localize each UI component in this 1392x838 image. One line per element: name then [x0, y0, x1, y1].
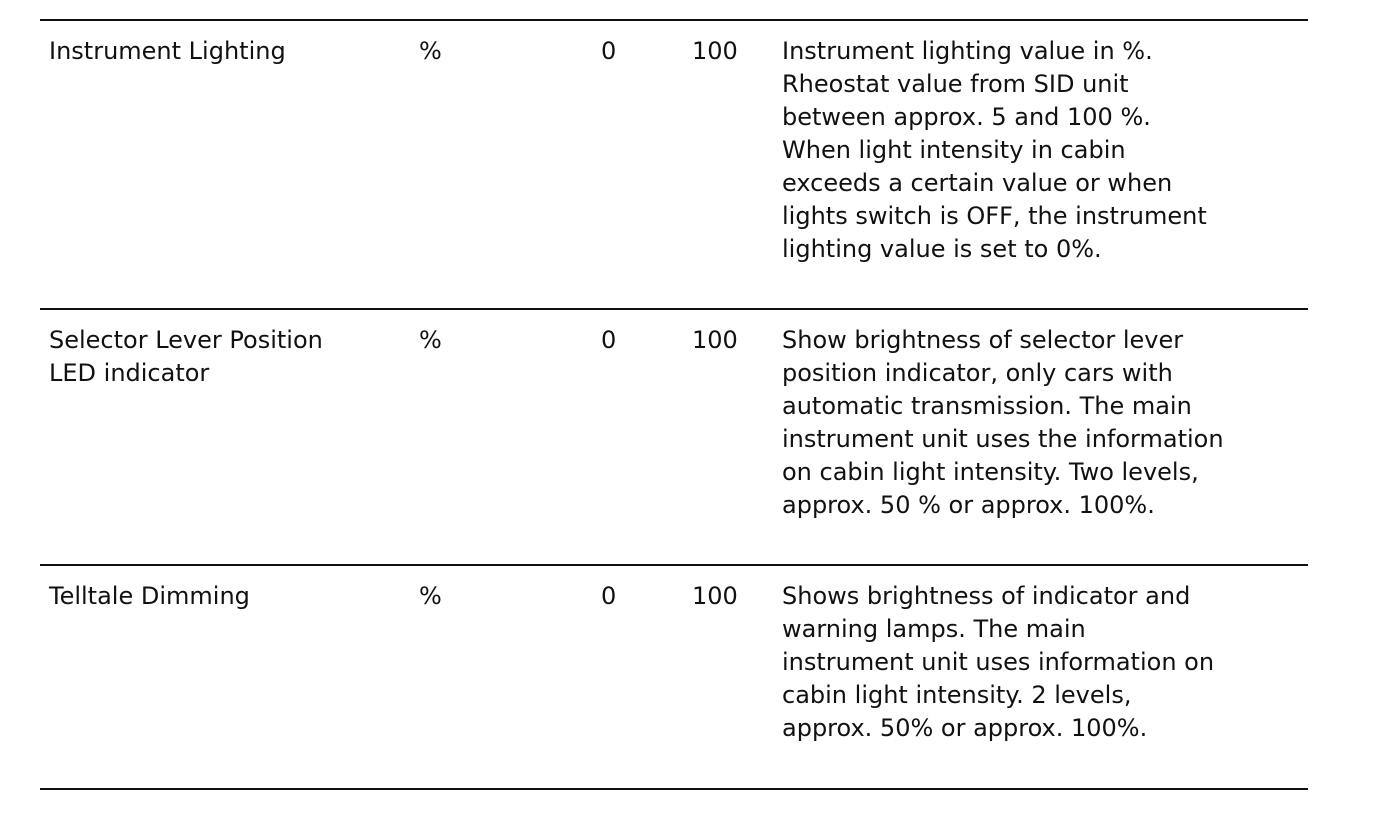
parameter-min: 0	[601, 582, 617, 610]
parameter-name: Telltale Dimming	[49, 582, 250, 610]
parameter-unit: %	[419, 582, 442, 610]
parameter-unit: %	[419, 326, 442, 354]
parameter-name: Selector Lever Position LED indicator	[49, 326, 323, 387]
parameter-description: Shows brightness of indicator and warning lamps. The main instrument unit uses information on cabin light intensity. 2 levels, approx. 50% or approx. 100%.	[782, 582, 1215, 742]
parameter-unit: %	[419, 37, 442, 65]
parameter-name: Instrument Lighting	[49, 37, 286, 65]
parameter-table	[40, 19, 1308, 790]
table-row	[40, 21, 1308, 308]
parameter-min: 0	[601, 326, 617, 354]
table-row	[40, 566, 1308, 788]
parameter-max: 100	[692, 582, 738, 610]
parameter-min: 0	[601, 37, 617, 65]
parameter-max: 100	[692, 326, 738, 354]
parameter-description: Show brightness of selector lever position indicator, only cars with automatic transmission. The main instrument unit uses the information on cabin light intensity. Two levels, approx. 50 % or approx. 100%.	[782, 326, 1224, 519]
parameter-description: Instrument lighting value in %. Rheostat value from SID unit between approx. 5 and 100 %. When light intensity in cabin exceeds a certain value or when lights switch is OFF, the instrument lighting value is set to 0%.	[782, 37, 1207, 263]
row-divider	[40, 788, 1308, 790]
parameter-max: 100	[692, 37, 738, 65]
table-row	[40, 310, 1308, 564]
